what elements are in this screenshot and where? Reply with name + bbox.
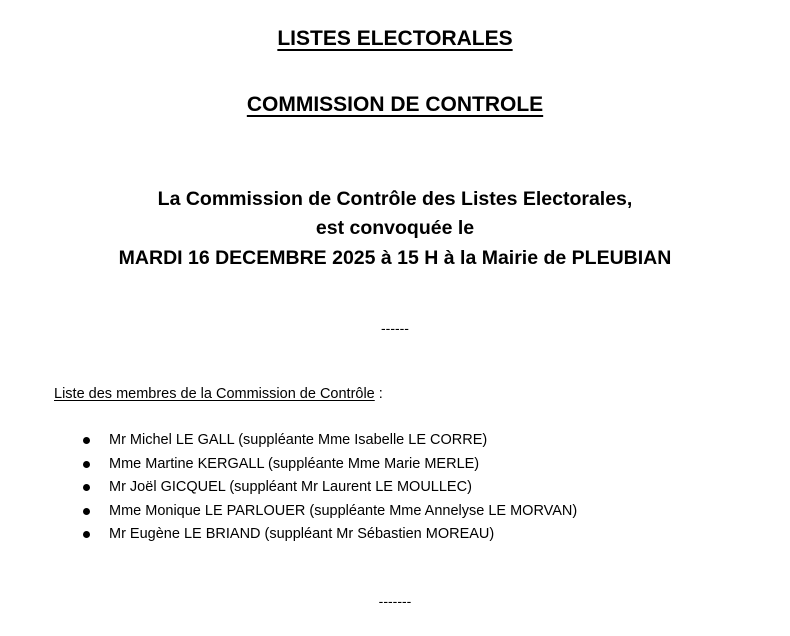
document-title: LISTES ELECTORALES — [277, 27, 513, 50]
document-subtitle: COMMISSION DE CONTROLE — [246, 93, 544, 116]
list-item — [80, 455, 577, 479]
member-text: Mme Martine KERGALL (suppléante Mme Marie MERLE) — [109, 455, 480, 472]
member-text: Mr Eugène LE BRIAND (suppléant Mr Sébastien MOREAU) — [109, 526, 495, 542]
convocation-date-line: MARDI 16 DECEMBRE 2025 à 15 H à la Mairie de PLEUBIAN — [118, 247, 672, 269]
separator-top: ------ — [381, 320, 409, 336]
list-item — [80, 478, 577, 502]
members-heading-colon: : — [374, 386, 383, 402]
bullet-icon — [83, 437, 90, 444]
members-heading — [54, 386, 383, 402]
bullet-icon — [83, 508, 90, 515]
list-item — [80, 431, 577, 455]
separator-bottom: ------- — [378, 593, 412, 609]
members-list — [80, 431, 577, 549]
convocation-line-1: La Commission de Contrôle des Listes Electorales, — [157, 188, 633, 210]
member-text: Mr Michel LE GALL (suppléante Mme Isabelle LE CORRE) — [109, 432, 488, 448]
convocation-line-2: est convoquée le — [315, 217, 475, 239]
list-item — [80, 502, 577, 526]
member-text: Mme Monique LE PARLOUER (suppléante Mme Annelyse LE MORVAN) — [109, 502, 578, 519]
bullet-icon — [83, 484, 90, 491]
list-item — [80, 525, 577, 549]
bullet-icon — [83, 531, 90, 538]
members-heading-text: Liste des membres de la Commission de Contrôle — [54, 386, 375, 402]
bullet-icon — [83, 461, 90, 468]
member-text: Mr Joël GICQUEL (suppléant Mr Laurent LE MOULLEC) — [109, 479, 472, 495]
